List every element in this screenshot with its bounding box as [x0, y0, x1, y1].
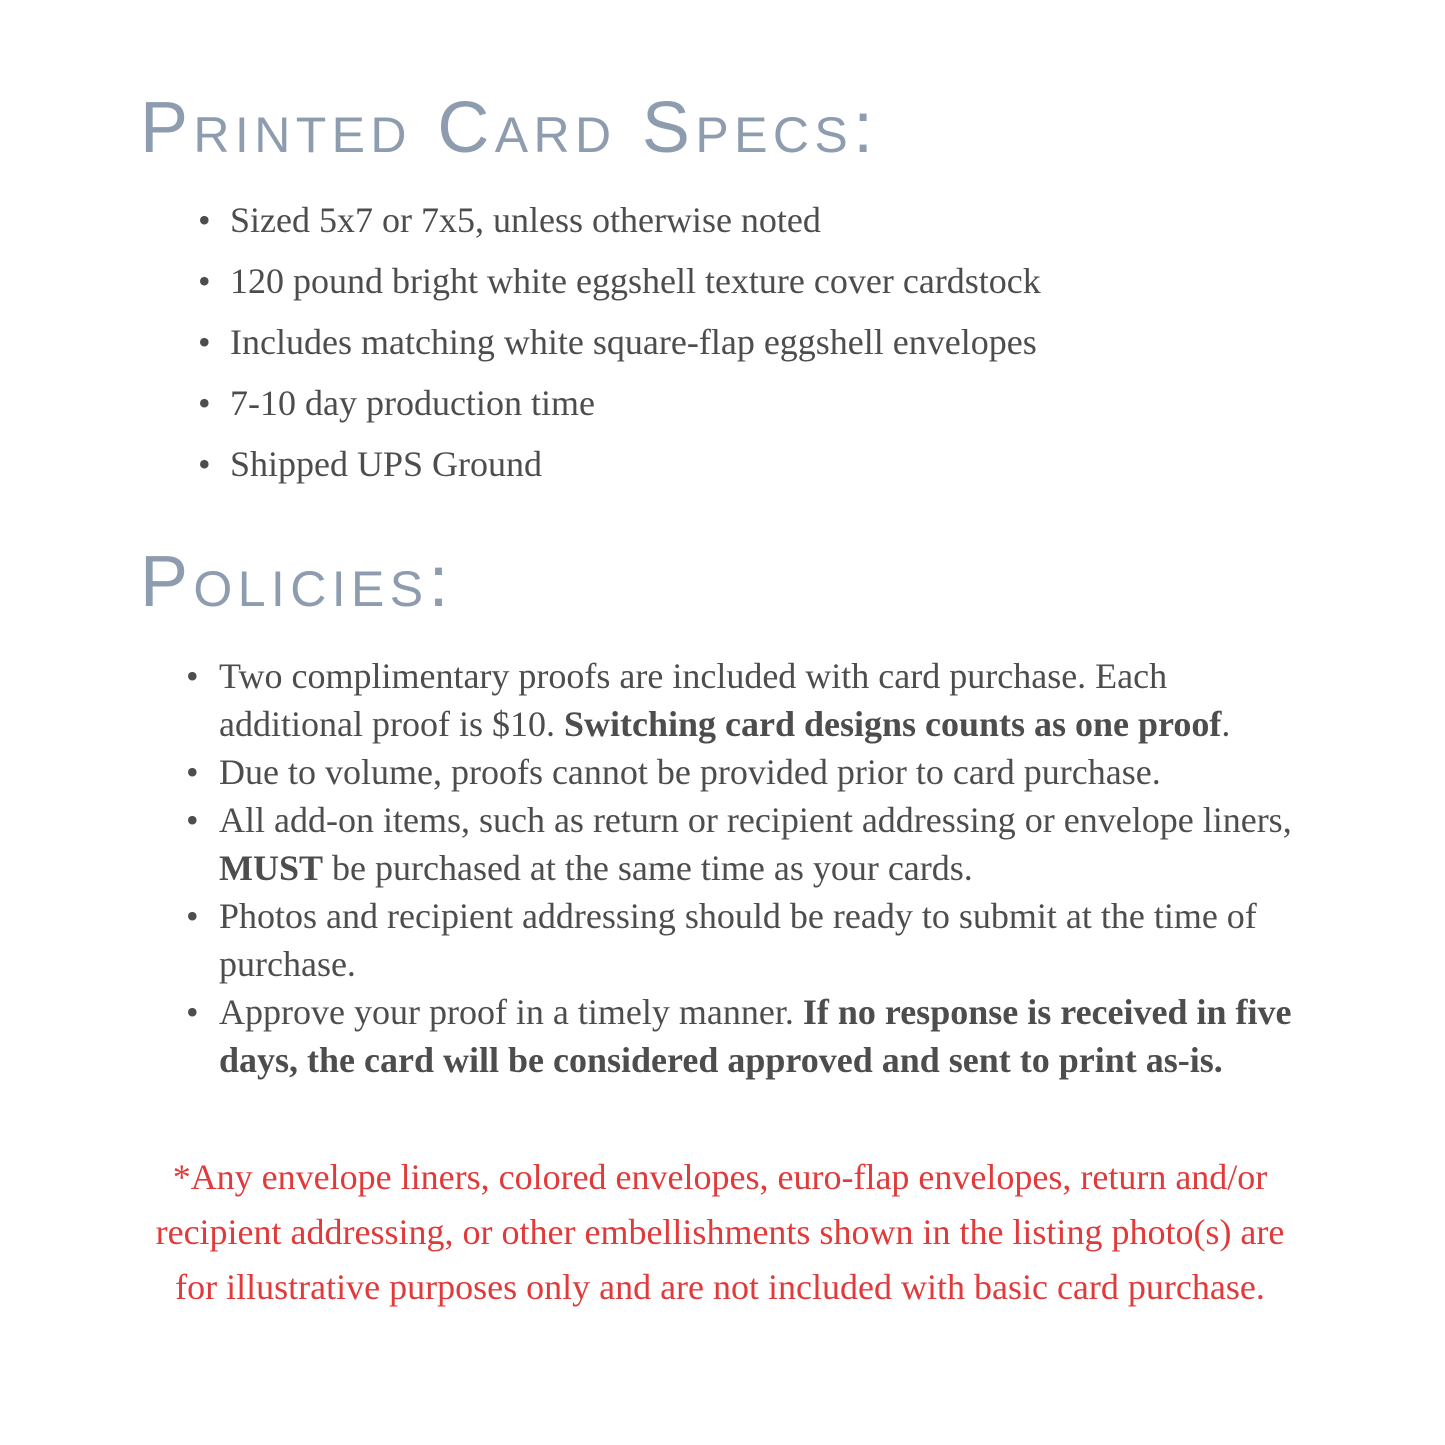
specs-heading: Printed Card Specs:: [140, 88, 879, 168]
spec-item: [140, 196, 1300, 244]
policy-text-segment: be purchased at the same time as your cards.: [323, 848, 973, 888]
policy-text-segment: Two complimentary proofs are included with card purchase. Each additional proof is $10.: [219, 656, 1168, 744]
policy-item-text: [219, 796, 1300, 892]
policy-item-text: [219, 748, 1161, 796]
policy-text-segment: .: [1221, 704, 1231, 744]
policies-heading: Policies:: [140, 542, 454, 622]
spec-item: [140, 440, 1300, 488]
spec-item-text: Sized 5x7 or 7x5, unless otherwise noted: [230, 200, 821, 240]
policies-list: [140, 652, 1300, 1084]
spec-item-text: 120 pound bright white eggshell texture cover cardstock: [230, 261, 1041, 301]
spec-item: [140, 257, 1300, 305]
policy-text-segment: Approve your proof in a timely manner.: [219, 992, 803, 1032]
specs-list: [140, 196, 1300, 488]
policy-item: [140, 652, 1300, 748]
policy-item-text: [219, 988, 1300, 1084]
spec-item: [140, 318, 1300, 366]
policy-text-segment-bold: If no response is received in five days, the card will be considered approved and sent to print as-is.: [219, 992, 1292, 1080]
spec-item-text: Shipped UPS Ground: [230, 444, 543, 484]
policy-item: [140, 892, 1300, 988]
policy-item: [140, 796, 1300, 892]
policy-item-text: [219, 652, 1300, 748]
spec-item: [140, 379, 1300, 427]
disclaimer-note: *Any envelope liners, colored envelopes, euro-flap envelopes, return and/or recipient addressing, or other embellishments shown in the listing photo(s) are for illustrative purposes only and are not included with basic card purchase.: [155, 1157, 1285, 1307]
policy-item: [140, 748, 1300, 796]
policy-text-segment: All add-on items, such as return or recipient addressing or envelope liners,: [219, 800, 1292, 840]
spec-item-text: Includes matching white square-flap eggshell envelopes: [230, 322, 1037, 362]
policy-text-segment: Photos and recipient addressing should be ready to submit at the time of purchase.: [219, 896, 1257, 984]
policy-item-text: [219, 892, 1300, 988]
policy-item: [140, 988, 1300, 1084]
policy-text-segment-bold: Switching card designs counts as one proof: [563, 704, 1222, 744]
policy-text-segment: Due to volume, proofs cannot be provided prior to card purchase.: [219, 752, 1161, 792]
spec-item-text: 7-10 day production time: [230, 383, 595, 423]
policy-text-segment-bold: MUST: [219, 848, 324, 888]
